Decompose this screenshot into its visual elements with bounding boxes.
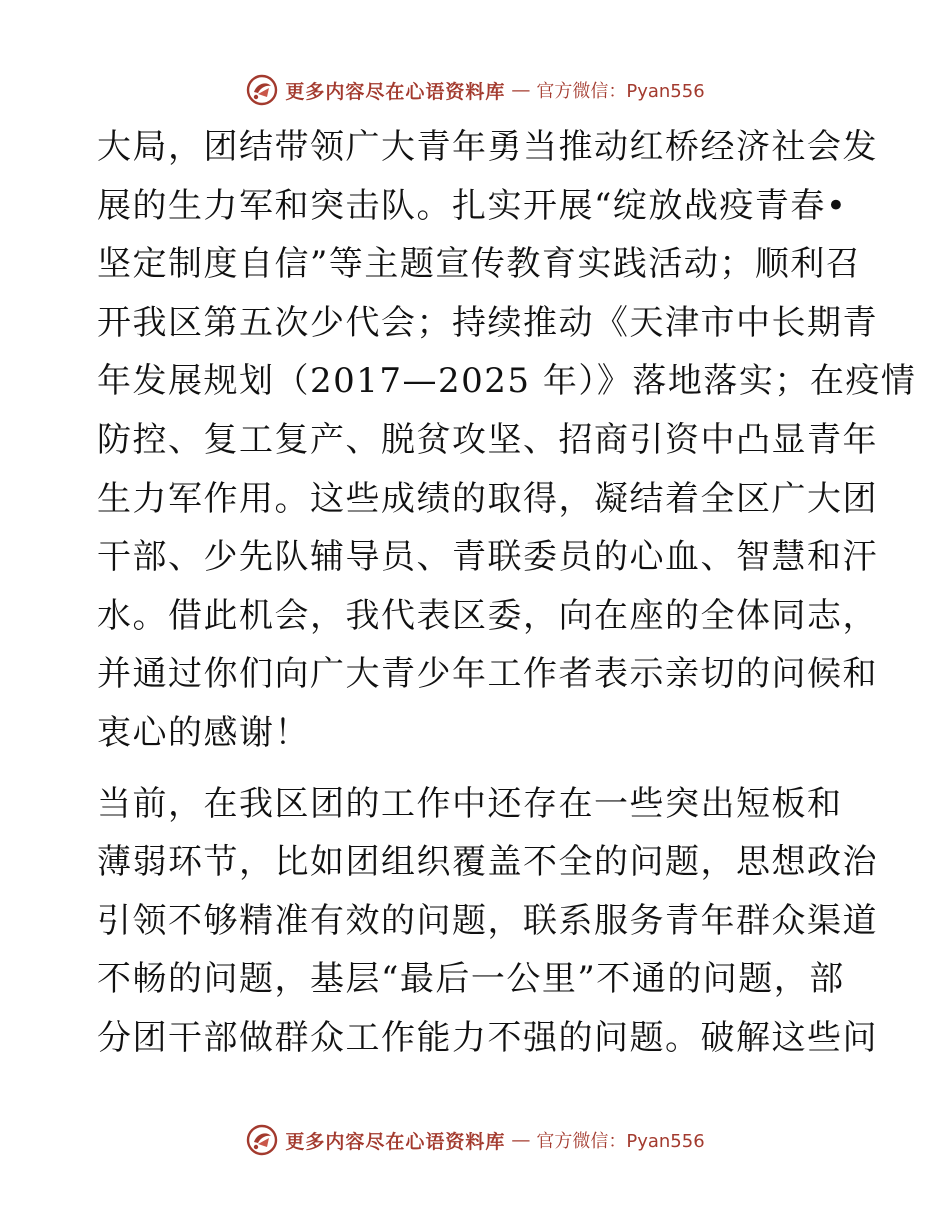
text-line: 开我区第五次少代会；持续推动《天津市中长期青 <box>97 302 878 343</box>
text-line: 分团干部做群众工作能力不强的问题。破解这些问 <box>97 1017 878 1058</box>
header-banner <box>0 70 950 110</box>
text-line: 干部、少先队辅导员、青联委员的心血、智慧和汗 <box>97 537 878 578</box>
text-line: 防控、复工复产、脱贫攻坚、招商引资中凸显青年 <box>97 419 878 460</box>
logo-icon <box>245 73 279 107</box>
banner-wechat: 官方微信：Pyan556 <box>536 1131 705 1152</box>
text-line: 生力军作用。这些成绩的取得，凝结着全区广大团 <box>97 478 878 519</box>
banner-title: 更多内容尽在心语资料库 <box>285 80 506 103</box>
text-line: 引领不够精准有效的问题，联系服务青年群众渠道 <box>97 900 878 941</box>
logo-icon <box>245 1123 279 1157</box>
banner-title: 更多内容尽在心语资料库 <box>285 1130 506 1153</box>
paragraph <box>97 118 917 763</box>
banner-dash: — <box>511 79 531 101</box>
text-line: 薄弱环节，比如团组织覆盖不全的问题，思想政治 <box>97 842 878 883</box>
text-line: 大局，团结带领广大青年勇当推动红桥经济社会发 <box>97 127 878 167</box>
text-line: 展的生力军和突击队。扎实开展“绽放战疫青春• <box>97 185 848 226</box>
banner-wechat: 官方微信：Pyan556 <box>536 81 705 102</box>
text-line: 年发展规划（2017—2025 年）》落地落实；在疫情 <box>97 361 917 402</box>
text-line: 水。借此机会，我代表区委，向在座的全体同志， <box>97 595 878 636</box>
text-line: 并通过你们向广大青少年工作者表示亲切的问候和 <box>97 654 878 695</box>
paragraph-spacer <box>97 763 857 775</box>
document-body <box>97 118 917 1068</box>
text-line: 坚定制度自信”等主题宣传教育实践活动；顺利召 <box>97 244 862 285</box>
text-line: 衷心的感谢！ <box>97 712 310 753</box>
footer-banner <box>0 1120 950 1160</box>
text-line: 不畅的问题，基层“最后一公里”不通的问题，部 <box>97 959 845 1000</box>
paragraph <box>97 775 878 1068</box>
banner-dash: — <box>511 1129 531 1151</box>
text-line: 当前，在我区团的工作中还存在一些突出短板和 <box>97 783 843 824</box>
